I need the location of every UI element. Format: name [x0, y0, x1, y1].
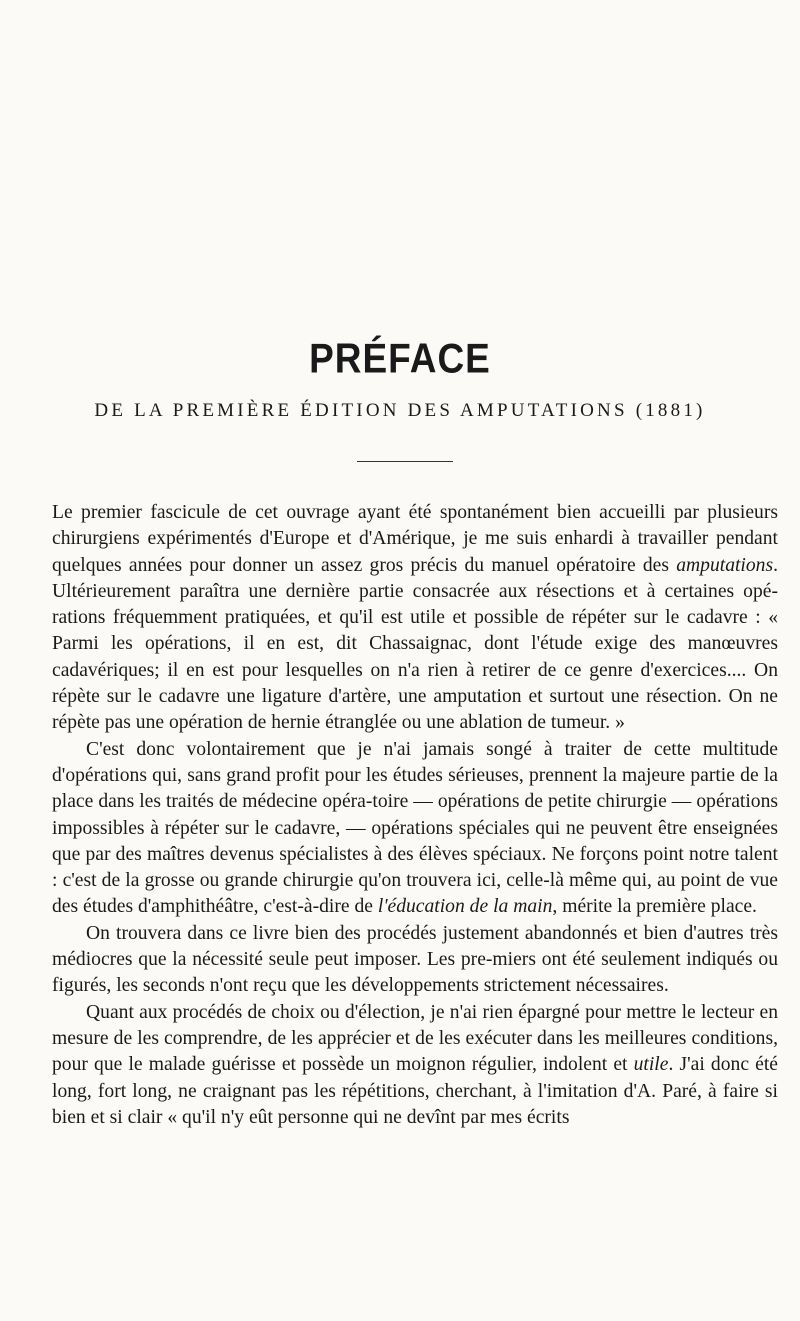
paragraph-1-text-b: . Ultérieurement paraîtra une dernière partie consacrée aux résections et à certaines opé-rations fréquemment pratiquées, et qu'il est utile et possible de répéter sur le cadavre : « Parmi les opérations, il en est, dit Chassaignac, dont l'étude exige des manœuvres cadavériques; il en est pour lesquelles on n'a rien à retirer de ce genre d'exercices.... On répète sur le cadavre une ligature d'artère, une amputation et surtout une résection. On ne répète pas une opération de hernie étranglée ou une ablation de tumeur. » [52, 554, 778, 734]
title-divider [357, 461, 453, 462]
paragraph-2 [52, 737, 778, 921]
paragraph-4-emphasis: utile [633, 1054, 669, 1076]
paragraph-2-emphasis: l'éducation de la main [377, 896, 553, 918]
paragraph-1 [52, 500, 778, 737]
paragraph-4-text-a: Quant aux procédés de choix ou d'élection, je n'ai rien épargné pour mettre le lecteur en mesure de les comprendre, de les apprécier et de les exécuter dans les meilleures conditions, pour que le malade guérisse et possède un moignon régulier, indolent et [52, 1001, 778, 1076]
page-title: PRÉFACE [309, 335, 491, 382]
paragraph-2-text-b: , mérite la première place. [552, 896, 757, 918]
paragraph-2-text-a: C'est donc volontairement que je n'ai jamais songé à traiter de cette multitude d'opérations qui, sans grand profit pour les études sérieuses, prennent la majeure partie de la place dans les traités de médecine opéra-toire — opérations de petite chirurgie — opérations impossibles à répéter sur le cadavre, — opérations spéciales qui ne peuvent être enseignées que par des maîtres devenus spécialistes à des élèves spéciaux. Ne forçons point notre talent : c'est de la grosse ou grande chirurgie qu'on trouvera ici, celle-là même qui, au point de vue des études d'amphithéâtre, c'est-à-dire de [52, 738, 778, 918]
paragraph-4 [52, 1000, 778, 1131]
paragraph-3-text: On trouvera dans ce livre bien des procédés justement abandonnés et bien d'autres très médiocres que la nécessité seule peut imposer. Les pre-miers ont été seulement indiqués ou figurés, les seconds n'ont reçu que les développements strictement nécessaires. [52, 922, 778, 997]
paragraph-1-text-a: Le premier fascicule de cet ouvrage ayant été spontanément bien accueilli par plusieurs chirurgiens expérimentés d'Europe et d'Amérique, je me suis enhardi à travailler pendant quelques années pour donner un assez gros précis du manuel opératoire des [52, 502, 778, 576]
paragraph-1-emphasis: amputations [676, 554, 774, 576]
preface-body [52, 500, 778, 1131]
paragraph-3 [52, 921, 778, 1000]
paragraph-4-text-b: . J'ai donc été long, fort long, ne craignant pas les répétitions, cherchant, à l'imitation d'A. Paré, à faire si bien et si clair « qu'il n'y eût personne qui ne devînt par mes écrits [52, 1054, 778, 1128]
page-subtitle: DE LA PREMIÈRE ÉDITION DES AMPUTATIONS (1881) [94, 400, 706, 421]
